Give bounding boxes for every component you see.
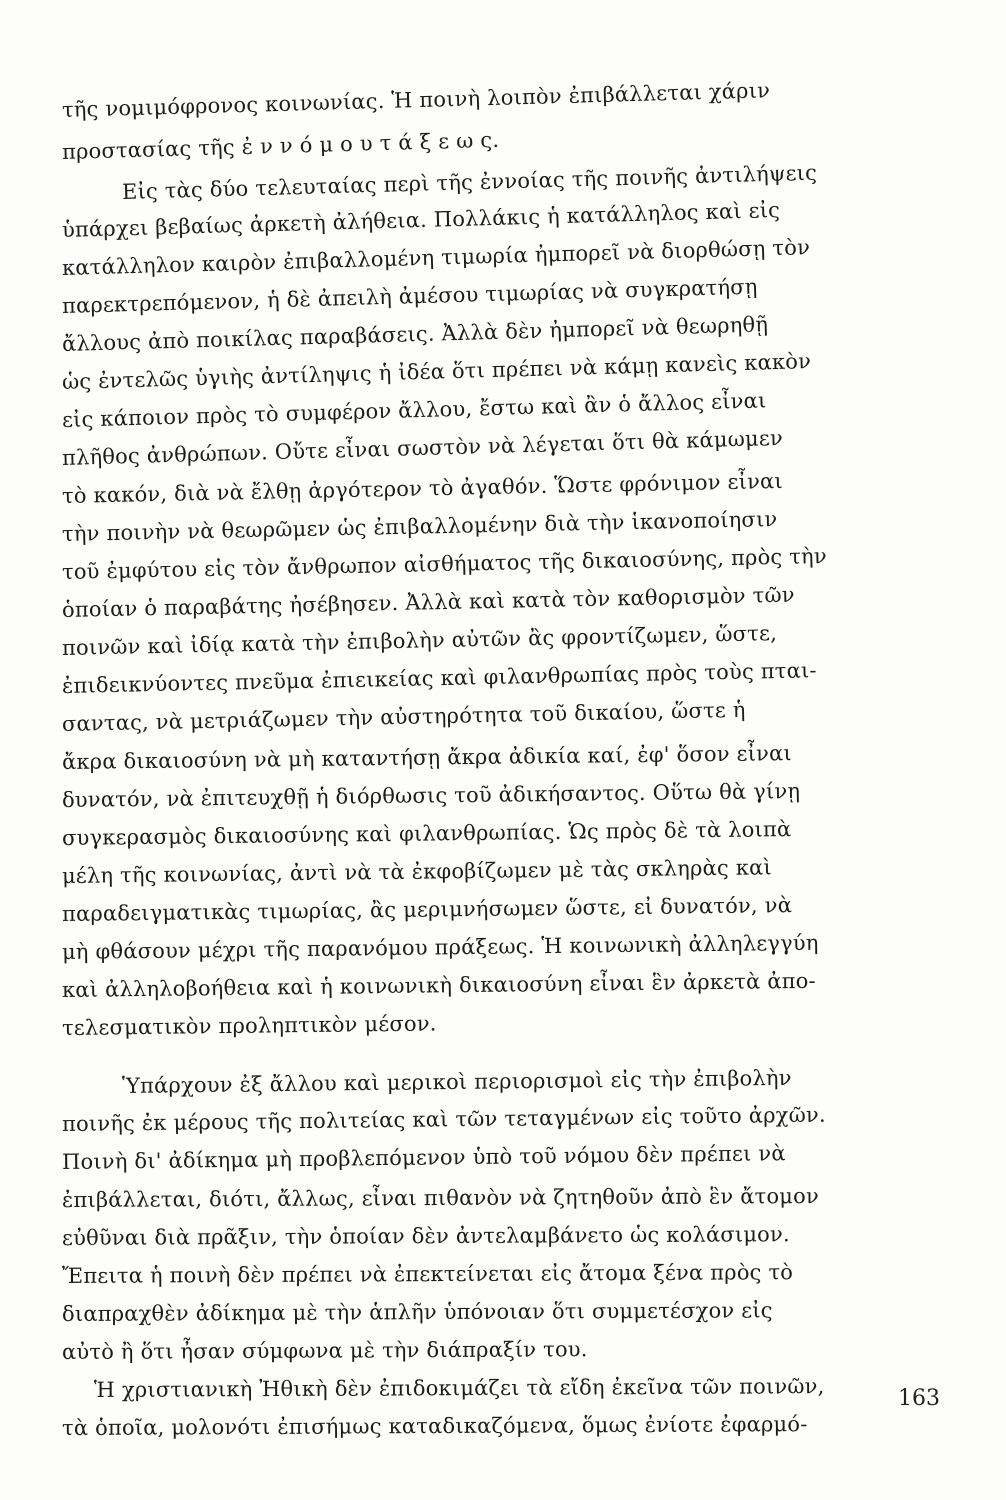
text-line: τελεσματικὸν προληπτικὸν μέσον. xyxy=(61,1011,437,1040)
text-line: διαπραχθὲν ἀδίκημα μὲ τὴν ἁπλῆν ὑπόνοιαν ὅτι συμμετέσχον εἰς xyxy=(61,1298,773,1326)
text-line: σαντας, νὰ μετριάζωμεν τὴν αὐστηρότητα τοῦ δικαίου, ὥστε ἡ xyxy=(61,697,746,736)
text-line: κατάλληλον καιρὸν ἐπιβαλλομένη τιμωρία ἠμπορεῖ νὰ διορθώσῃ τὸν xyxy=(61,235,811,280)
text-line: Ὑπάρχουν ἐξ ἄλλου καὶ μερικοὶ περιορισμοὶ εἰς τὴν ἐπιβολὴν xyxy=(121,1065,792,1098)
text-line: Εἰς τὰς δύο τελευταίας περὶ τῆς ἐννοίας τῆς ποινῆς ἀντιλήψεις xyxy=(121,160,818,204)
text-line: ἐπιδεικνύοντες πνεῦμα ἐπιεικείας καὶ φιλανθρωπίας πρὸς τοὺς πται- xyxy=(61,658,817,698)
page-number: 163 xyxy=(898,1386,940,1411)
text-line: τὰ ὁποῖα, μολονότι ἐπισήμως καταδικαζόμενα, ὅμως ἐνίοτε ἐφαρμό- xyxy=(61,1412,808,1440)
text-line: παρεκτρεπόμενον, ἡ δὲ ἀπειλὴ ἀμέσου τιμωρίας νὰ συγκρατήσῃ xyxy=(61,274,758,318)
text-line: συγκερασμὸς δικαιοσύνης καὶ φιλανθρωπίας. Ὡς πρὸς δὲ τὰ λοιπὰ xyxy=(61,817,792,850)
text-line: ὡς ἐντελῶς ὑγιὴς ἀντίληψις ἡ ἰδέα ὅτι πρέπει νὰ κάμῃ κανεὶς κακὸν xyxy=(61,349,812,394)
text-line: ἄκρα δικαιοσύνη νὰ μὴ καταντήσῃ ἄκρα ἀδικία καί, ἐφ' ὅσον εἶναι xyxy=(61,741,793,774)
text-line: καὶ ἀλληλοβοήθεια καὶ ἡ κοινωνικὴ δικαιοσύνη εἶναι ἓν ἀρκετὰ ἀπο- xyxy=(61,968,816,1002)
text-line: Ἔπειτα ἡ ποινὴ δὲν πρέπει νὰ ἐπεκτείνεται εἰς ἄτομα ξένα πρὸς τὸ xyxy=(61,1260,794,1288)
text-line: εἰς κάποιον πρὸς τὸ συμφέρον ἄλλου, ἔστω καὶ ἂν ὁ ἄλλος εἶναι xyxy=(61,388,767,432)
text-line: ὁποίαν ὁ παραβάτης ἠσέβησεν. Ἀλλὰ καὶ κατὰ τὸν καθορισμὸν τῶν xyxy=(61,582,795,622)
text-line: ἐπιβάλλεται, διότι, ἄλλως, εἶναι πιθανὸν νὰ ζητηθοῦν ἀπὸ ἓν ἄτομον xyxy=(61,1184,819,1212)
text-line: δυνατόν, νὰ ἐπιτευχθῇ ἡ διόρθωσις τοῦ ἀδικήσαντος. Οὕτω θὰ γίνῃ xyxy=(61,778,801,812)
text-line: τῆς νομιμόφρονος κοινωνίας. Ἡ ποινὴ λοιπὸν ἐπιβάλλεται χάριν xyxy=(61,78,771,122)
text-line: παραδειγματικὰς τιμωρίας, ἂς μεριμνήσωμεν ὥστε, εἰ δυνατόν, νὰ xyxy=(61,893,793,926)
text-line: ἄλλους ἀπὸ ποικίλας παραβάσεις. Ἀλλὰ δὲν ἠμπορεῖ νὰ θεωρηθῇ xyxy=(61,312,769,356)
text-line: μέλη τῆς κοινωνίας, ἀντὶ νὰ τὰ ἐκφοβίζωμεν μὲ τὰς σκληρὰς καὶ xyxy=(61,855,773,888)
text-line: μὴ φθάσουν μέχρι τῆς παρανόμου πράξεως. Ἡ κοινωνικὴ ἀλληλεγγύη xyxy=(61,930,819,964)
text-line: Ἡ χριστιανικὴ Ἠθικὴ δὲν ἐπιδοκιμάζει τὰ εἴδη ἐκεῖνα τῶν ποινῶν, xyxy=(93,1374,825,1402)
text-line: ποινῶν καὶ ἰδίᾳ κατὰ τὴν ἐπιβολὴν αὐτῶν ἂς φροντίζωμεν, ὥστε, xyxy=(61,621,778,660)
text-line: πλῆθος ἀνθρώπων. Οὔτε εἶναι σωστὸν νὰ λέγεται ὅτι θὰ κάμωμεν xyxy=(61,425,784,470)
text-line: ποινῆς ἐκ μέρους τῆς πολιτείας καὶ τῶν τεταγμένων εἰς τοῦτο ἀρχῶν. xyxy=(61,1102,826,1136)
text-line: Ποινὴ δι' ἀδίκημα μὴ προβλεπόμενον ὑπὸ τοῦ νόμου δὲν πρέπει νὰ xyxy=(61,1141,786,1174)
text-line: τοῦ ἐμφύτου εἰς τὸν ἄνθρωπον αἰσθήματος τῆς δικαιοσύνης, πρὸς τὴν xyxy=(61,543,828,584)
text-line: εὐθῦναι διὰ πρᾶξιν, τὴν ὁποίαν δὲν ἀντελαμβάνετο ὡς κολάσιμον. xyxy=(61,1222,790,1250)
text-line: προστασίας τῆς ἐ ν ν ό μ ο υ τ ά ξ ε ω ς. xyxy=(61,127,500,164)
text-line: αὐτὸ ἢ ὅτι ἦσαν σύμφωνα μὲ τὴν διάπραξίν του. xyxy=(61,1337,588,1364)
text-line: ὑπάρχει βεβαίως ἀρκετὴ ἀλήθεια. Πολλάκις ἡ κατάλληλος καὶ εἰς xyxy=(61,197,781,242)
text-line: τὴν ποινὴν νὰ θεωρῶμεν ὡς ἐπιβαλλομένην διὰ τὴν ἱκανοποίησιν xyxy=(61,507,778,546)
text-line: τὸ κακόν, διὰ νὰ ἔλθῃ ἀργότερον τὸ ἀγαθόν. Ὥστε φρόνιμον εἶναι xyxy=(61,468,784,508)
